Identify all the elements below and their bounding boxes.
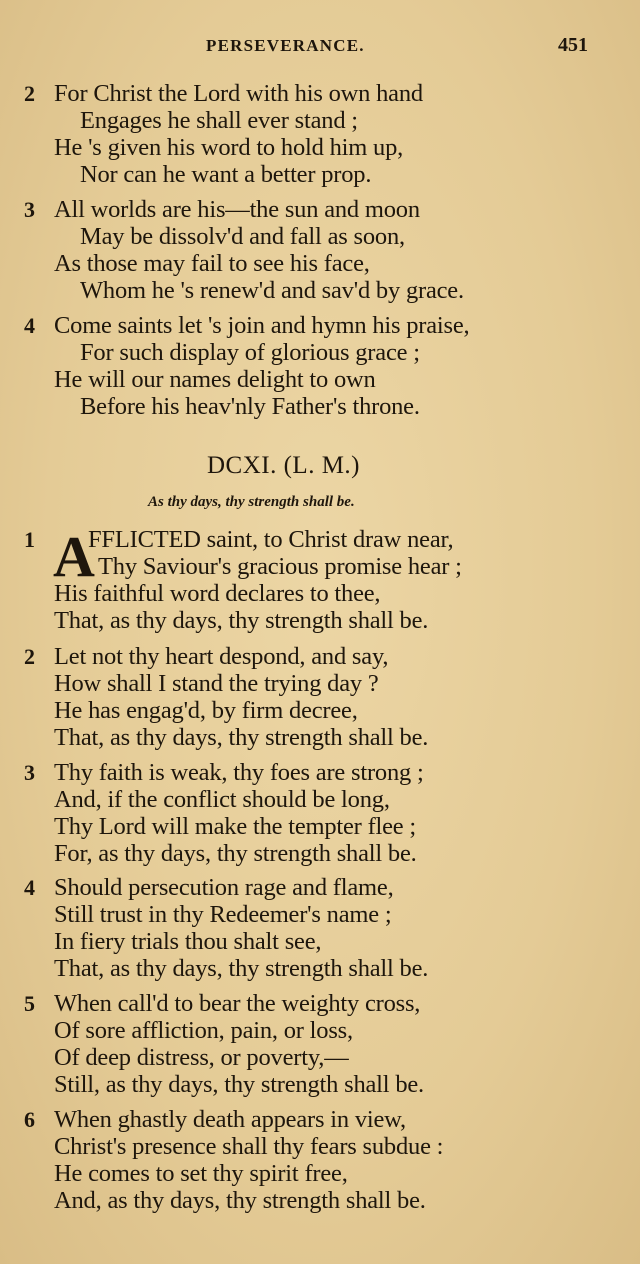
page-number: 451 [558, 34, 588, 56]
verse-line: Still trust in thy Redeemer's name ; [54, 901, 392, 928]
verse-line: Come saints let 's join and hymn his praise, [54, 312, 470, 339]
stanza-number: 1 [24, 527, 35, 552]
verse-line: That, as thy days, thy strength shall be. [54, 724, 429, 751]
stanza-number: 2 [24, 644, 35, 669]
verse-line: Let not thy heart despond, and say, [54, 643, 389, 670]
stanza-number: 6 [24, 1107, 35, 1132]
stanza-number: 4 [24, 313, 35, 338]
drop-cap: A [53, 524, 95, 589]
verse-line: Should persecution rage and flame, [54, 874, 394, 901]
verse-line: And, as thy days, thy strength shall be. [54, 1187, 426, 1214]
verse-line: Before his heav'nly Father's throne. [80, 393, 420, 420]
verse-line: Engages he shall ever stand ; [80, 107, 358, 134]
verse-line: He 's given his word to hold him up, [54, 134, 404, 161]
verse-line: And, if the conflict should be long, [54, 786, 390, 813]
stanza-number: 3 [24, 197, 35, 222]
verse-line: Christ's presence shall thy fears subdue : [54, 1133, 444, 1160]
verse-line: For, as thy days, thy strength shall be. [54, 840, 417, 867]
verse-line: Thy Saviour's gracious promise hear ; [98, 553, 462, 580]
stanza-number: 3 [24, 760, 35, 785]
verse-line: As those may fail to see his face, [54, 250, 370, 277]
verse-line: Thy Lord will make the tempter flee ; [54, 813, 417, 840]
verse-line: Of deep distress, or poverty,— [54, 1044, 349, 1071]
verse-line: For such display of glorious grace ; [80, 339, 420, 366]
verse-line: Of sore affliction, pain, or loss, [54, 1017, 353, 1044]
hymn-subtitle: As thy days, thy strength shall be. [148, 494, 355, 510]
hymn-title: DCXI. (L. M.) [207, 452, 361, 479]
verse-line: He has engag'd, by firm decree, [54, 697, 358, 724]
verse-line: When call'd to bear the weighty cross, [54, 990, 421, 1017]
running-title: PERSEVERANCE. [206, 36, 365, 55]
verse-line: Nor can he want a better prop. [80, 161, 372, 188]
verse-line: He will our names delight to own [54, 366, 376, 393]
verse-line: In fiery trials thou shalt see, [54, 928, 322, 955]
stanza-number: 4 [24, 875, 35, 900]
verse-line: May be dissolv'd and fall as soon, [80, 223, 405, 250]
verse-line: He comes to set thy spirit free, [54, 1160, 348, 1187]
stanza-number: 5 [24, 991, 35, 1016]
verse-line: His faithful word declares to thee, [54, 580, 381, 607]
verse-line: That, as thy days, thy strength shall be. [54, 607, 429, 634]
running-head [0, 34, 640, 58]
verse-line: Whom he 's renew'd and sav'd by grace. [80, 277, 464, 304]
verse-line: For Christ the Lord with his own hand [54, 80, 423, 107]
verse-line: Thy faith is weak, thy foes are strong ; [54, 759, 424, 786]
verse-line: How shall I stand the trying day ? [54, 670, 379, 697]
verse-line: All worlds are his—the sun and moon [54, 196, 420, 223]
stanza-number: 2 [24, 81, 35, 106]
verse-line: Still, as thy days, thy strength shall be. [54, 1071, 424, 1098]
verse-line: When ghastly death appears in view, [54, 1106, 406, 1133]
verse-line: That, as thy days, thy strength shall be. [54, 955, 429, 982]
verse-line: FFLICTED saint, to Christ draw near, [88, 526, 454, 553]
